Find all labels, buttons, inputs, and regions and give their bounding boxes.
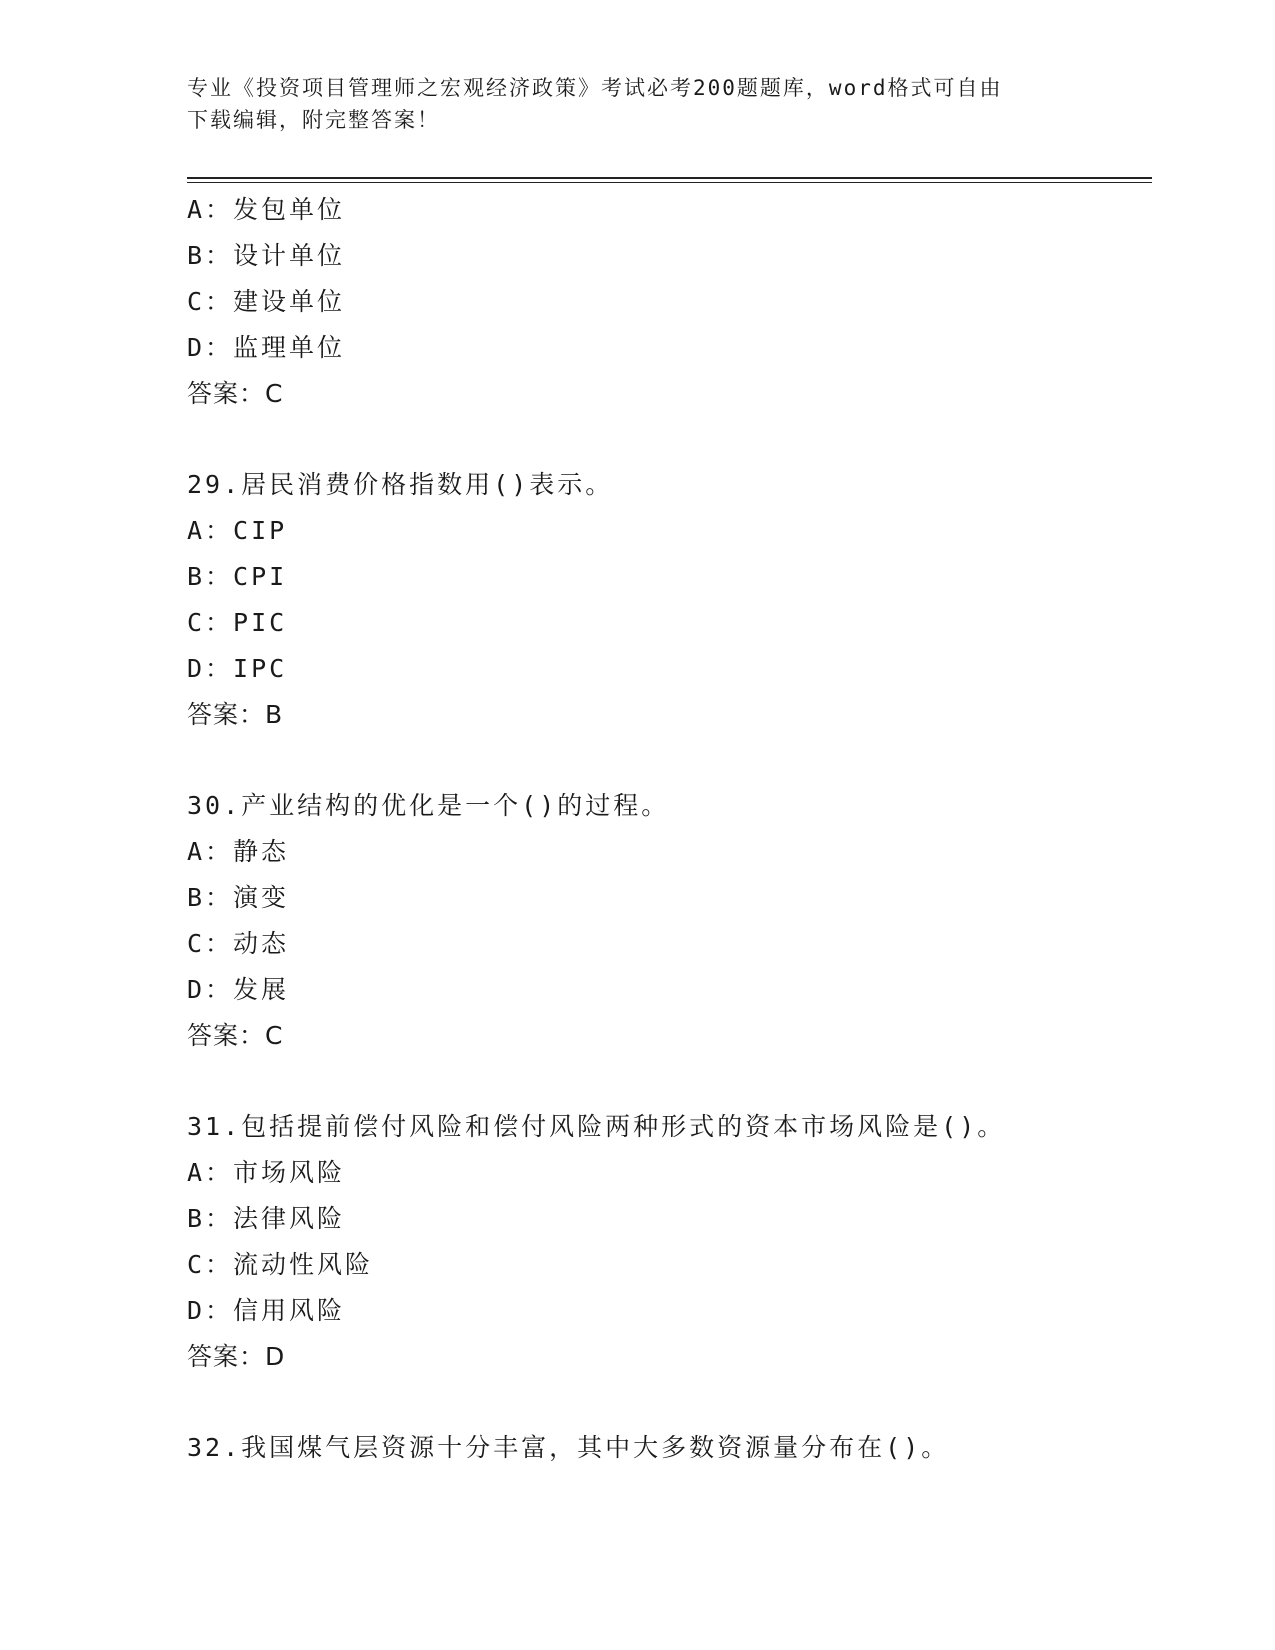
option-d: D：发展 [187,975,290,1004]
question-32 [187,1425,1152,1471]
header-divider-thin [187,182,1152,183]
option-b: B：设计单位 [187,241,346,270]
spacer [187,738,1152,783]
question-31 [187,1104,1152,1380]
answer: 答案：B [187,700,284,729]
option-a: A：市场风险 [187,1158,346,1187]
document-header [187,72,1087,136]
question-30 [187,783,1152,1059]
question-list [187,187,1152,1471]
option-b: B：演变 [187,883,290,912]
option-a: A：CIP [187,516,288,545]
spacer [187,1380,1152,1425]
option-d: D：信用风险 [187,1296,346,1325]
option-b: B：CPI [187,562,288,591]
answer: 答案：C [187,379,284,408]
header-line-1: 专业《投资项目管理师之宏观经济政策》考试必考200题题库，word格式可自由 [187,76,1003,100]
option-d: D：IPC [187,654,288,683]
spacer [187,417,1152,462]
answer: 答案：C [187,1021,284,1050]
header-divider-thick [187,177,1152,179]
option-c: C：流动性风险 [187,1250,374,1279]
question-text: 32.我国煤气层资源十分丰富，其中大多数资源量分布在()。 [187,1433,950,1462]
option-d: D：监理单位 [187,333,346,362]
question-28-partial [187,187,1152,417]
question-text: 30.产业结构的优化是一个()的过程。 [187,791,670,820]
option-c: C：建设单位 [187,287,346,316]
answer: 答案：D [187,1342,286,1371]
option-c: C：PIC [187,608,288,637]
spacer [187,1059,1152,1104]
question-text: 31.包括提前偿付风险和偿付风险两种形式的资本市场风险是()。 [187,1112,1006,1141]
question-text: 29.居民消费价格指数用()表示。 [187,470,614,499]
option-a: A：发包单位 [187,195,346,224]
question-29 [187,462,1152,738]
option-b: B：法律风险 [187,1204,346,1233]
option-c: C：动态 [187,929,290,958]
option-a: A：静态 [187,837,290,866]
header-line-2: 下载编辑，附完整答案！ [187,108,440,132]
